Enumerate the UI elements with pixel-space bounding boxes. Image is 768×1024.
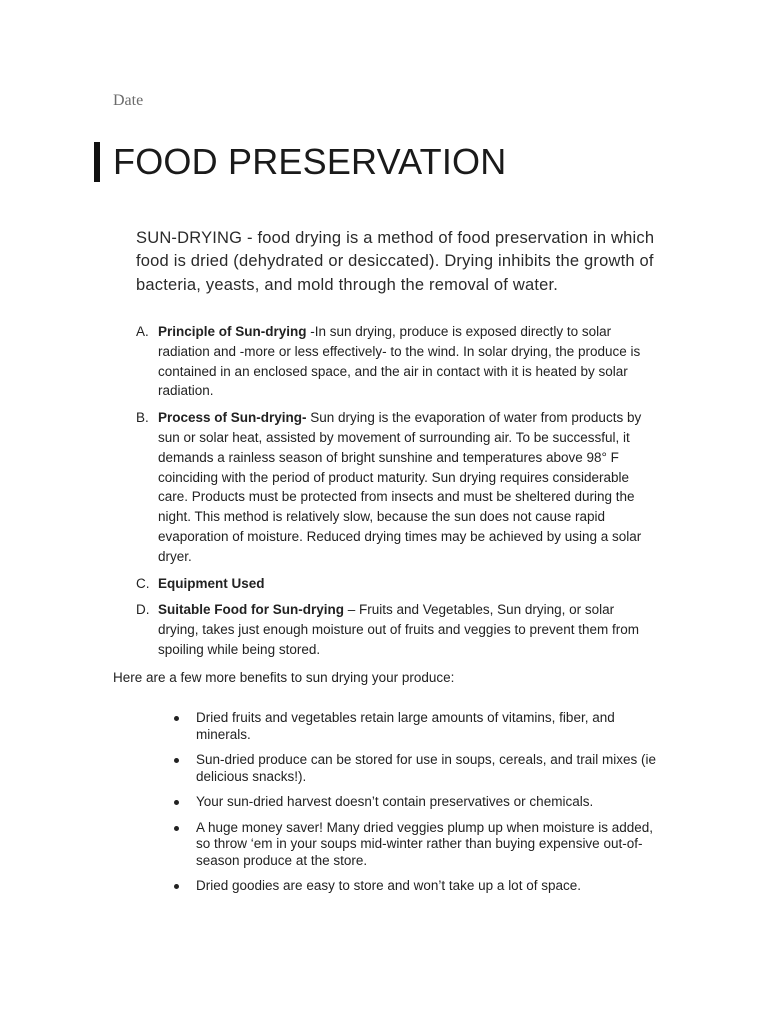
outline-item xyxy=(136,408,656,566)
benefit-text: Dried goodies are easy to store and won’t take up a lot of space. xyxy=(196,878,581,893)
benefit-text: Your sun-dried harvest doesn’t contain preservatives or chemicals. xyxy=(196,794,594,809)
outline-marker: B. xyxy=(136,410,149,426)
bullet-icon xyxy=(174,884,179,889)
bullet-icon xyxy=(174,826,179,831)
outline-heading: Equipment Used xyxy=(158,575,265,591)
outline-marker: D. xyxy=(136,602,150,618)
intro-paragraph: SUN-DRYING - food drying is a method of food preservation in which food is dried (dehydrated or desiccated). Drying inhibits the growth of bacteria, yeasts, and mold through the removal of water. xyxy=(136,229,655,294)
page-title: FOOD PRESERVATION xyxy=(113,141,507,182)
outline-heading: Principle of Sun-drying xyxy=(158,324,307,339)
list-item xyxy=(172,820,662,870)
outline-heading: Process of Sun-drying- xyxy=(158,410,307,426)
outline-marker: C. xyxy=(136,575,150,591)
bullet-icon xyxy=(174,716,179,721)
outline-text: Sun drying is the evaporation of water from products by sun or solar heat, assisted by movement of surrounding air. To be successful, it demands a rainless season of bright sunshine and temperatures above 98° F coinciding with the period of product maturity. Sun drying requires considerable care. Products must be protected from insects and must be sheltered during the night. This method is relatively slow, because the sun does not cause rapid evaporation of moisture. Reduced drying times may be achieved by using a solar dryer. xyxy=(158,410,642,564)
outline-heading: Suitable Food for Sun-drying xyxy=(158,602,344,618)
outline-item xyxy=(136,574,656,594)
list-item xyxy=(172,878,662,895)
title-accent-bar xyxy=(94,142,100,182)
outline-item xyxy=(136,600,656,659)
benefit-text: Dried fruits and vegetables retain large amounts of vitamins, fiber, and minerals. xyxy=(196,710,615,742)
date-label: Date xyxy=(113,92,144,109)
list-item xyxy=(172,710,662,743)
outline-item xyxy=(136,322,656,401)
outline-marker: A. xyxy=(136,324,149,339)
benefits-lead: Here are a few more benefits to sun drying your produce: xyxy=(113,670,455,685)
bullet-icon xyxy=(174,800,179,805)
benefit-text: Sun-dried produce can be stored for use in soups, cereals, and trail mixes (ie delicious snacks!). xyxy=(196,752,656,784)
benefits-list xyxy=(172,710,662,904)
bullet-icon xyxy=(174,758,179,763)
outline-list xyxy=(136,322,656,667)
outline-text: -In sun drying, produce is exposed directly to solar radiation and -more or less effectively- to the wind. In solar drying, the produce is contained in an enclosed space, and the air in contact with it is heated by solar radiation. xyxy=(158,324,641,399)
benefit-text: A huge money saver! Many dried veggies plump up when moisture is added, so throw ‘em in your soups mid-winter rather than buying expensive out-of-season produce at the store. xyxy=(196,819,654,868)
list-item xyxy=(172,794,662,811)
list-item xyxy=(172,752,662,785)
outline-text: – Fruits and Vegetables, Sun drying, or solar drying, takes just enough moisture out of fruits and veggies to prevent them from spoiling while being stored. xyxy=(158,602,640,657)
